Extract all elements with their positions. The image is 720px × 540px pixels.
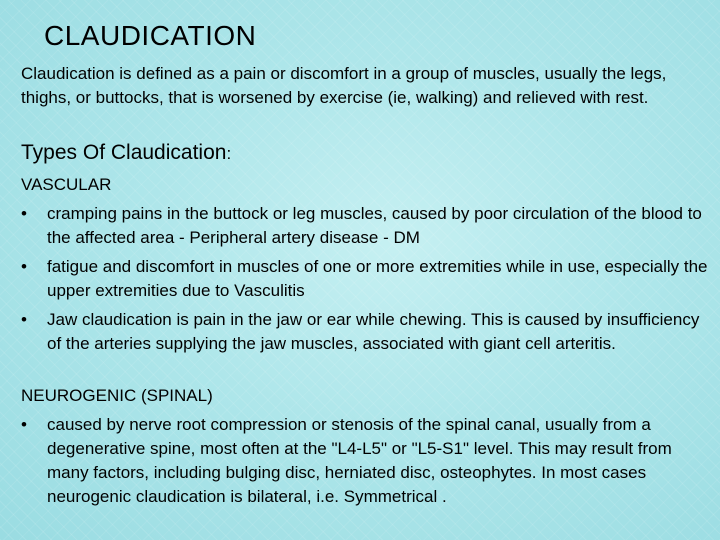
bullet-icon: • (21, 204, 27, 223)
list-item (21, 308, 711, 356)
types-subheading-colon: : (226, 144, 232, 163)
neurogenic-heading: NEUROGENIC (SPINAL) (21, 386, 213, 405)
list-item (21, 413, 711, 509)
bullet-text: Jaw claudication is pain in the jaw or ear while chewing. This is caused by insufficiency of the arteries supplying the jaw muscles, associated with giant cell arteritis. (47, 310, 700, 353)
bullet-icon: • (21, 415, 27, 434)
vascular-heading: VASCULAR (21, 175, 112, 194)
bullet-icon: • (21, 257, 27, 276)
types-subheading-text: Types Of Claudication (21, 141, 227, 164)
types-subheading (21, 141, 231, 165)
intro-paragraph: Claudication is defined as a pain or discomfort in a group of muscles, usually the legs, thighs, or buttocks, that is worsened by exercise (ie, walking) and relieved with rest. (21, 64, 667, 107)
list-item (21, 202, 711, 250)
neurogenic-list (21, 413, 711, 514)
bullet-text: caused by nerve root compression or stenosis of the spinal canal, usually from a degenerative spine, most often at the "L4-L5" or "L5-S1" level. This may result from many factors, including bulging disc, herniated disc, osteophytes. In most cases neurogenic claudication is bilateral, i.e. Symmetrical . (47, 415, 672, 506)
bullet-text: cramping pains in the buttock or leg muscles, caused by poor circulation of the blood to the affected area - Peripheral artery disease - DM (47, 204, 702, 247)
bullet-icon: • (21, 310, 27, 329)
vascular-list (21, 202, 711, 361)
slide-title: CLAUDICATION (44, 20, 257, 51)
bullet-text: fatigue and discomfort in muscles of one or more extremities while in use, especially the upper extremities due to Vasculitis (47, 257, 708, 300)
list-item (21, 255, 711, 303)
